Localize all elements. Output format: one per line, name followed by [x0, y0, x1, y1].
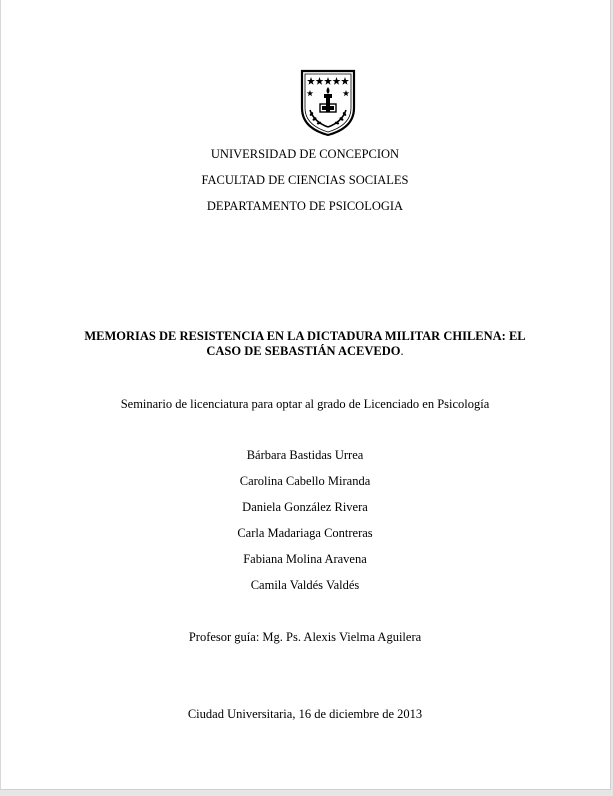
thesis-title-line-1: MEMORIAS DE RESISTENCIA EN LA DICTADURA MILITAR CHILENA: EL: [84, 329, 526, 343]
thesis-title-line-2-text: CASO DE SEBASTIÁN ACEVEDO: [206, 344, 401, 358]
advisor-line: Profesor guía: Mg. Ps. Alexis Vielma Aguilera: [188, 630, 422, 644]
author-name: Carolina Cabello Miranda: [239, 474, 371, 488]
thesis-title-period: .: [400, 344, 404, 358]
author-name: Bárbara Bastidas Urrea: [246, 448, 364, 462]
author-name: Carla Madariaga Contreras: [237, 526, 373, 540]
thesis-title-line-2: [0, 344, 610, 359]
author-name: Fabiana Molina Aravena: [243, 552, 367, 566]
department-name: DEPARTAMENTO DE PSICOLOGIA: [206, 199, 404, 213]
university-crest-icon: [298, 68, 358, 138]
place-date-line: Ciudad Universitaria, 16 de diciembre de 2013: [187, 707, 423, 721]
thesis-subtitle: Seminario de licenciatura para optar al grado de Licenciado en Psicología: [120, 397, 490, 411]
author-name: Camila Valdés Valdés: [250, 578, 360, 592]
university-name: UNIVERSIDAD DE CONCEPCION: [210, 147, 400, 161]
faculty-name: FACULTAD DE CIENCIAS SOCIALES: [201, 173, 409, 187]
page-edge: [0, 0, 1, 789]
author-name: Daniela González Rivera: [242, 500, 368, 514]
